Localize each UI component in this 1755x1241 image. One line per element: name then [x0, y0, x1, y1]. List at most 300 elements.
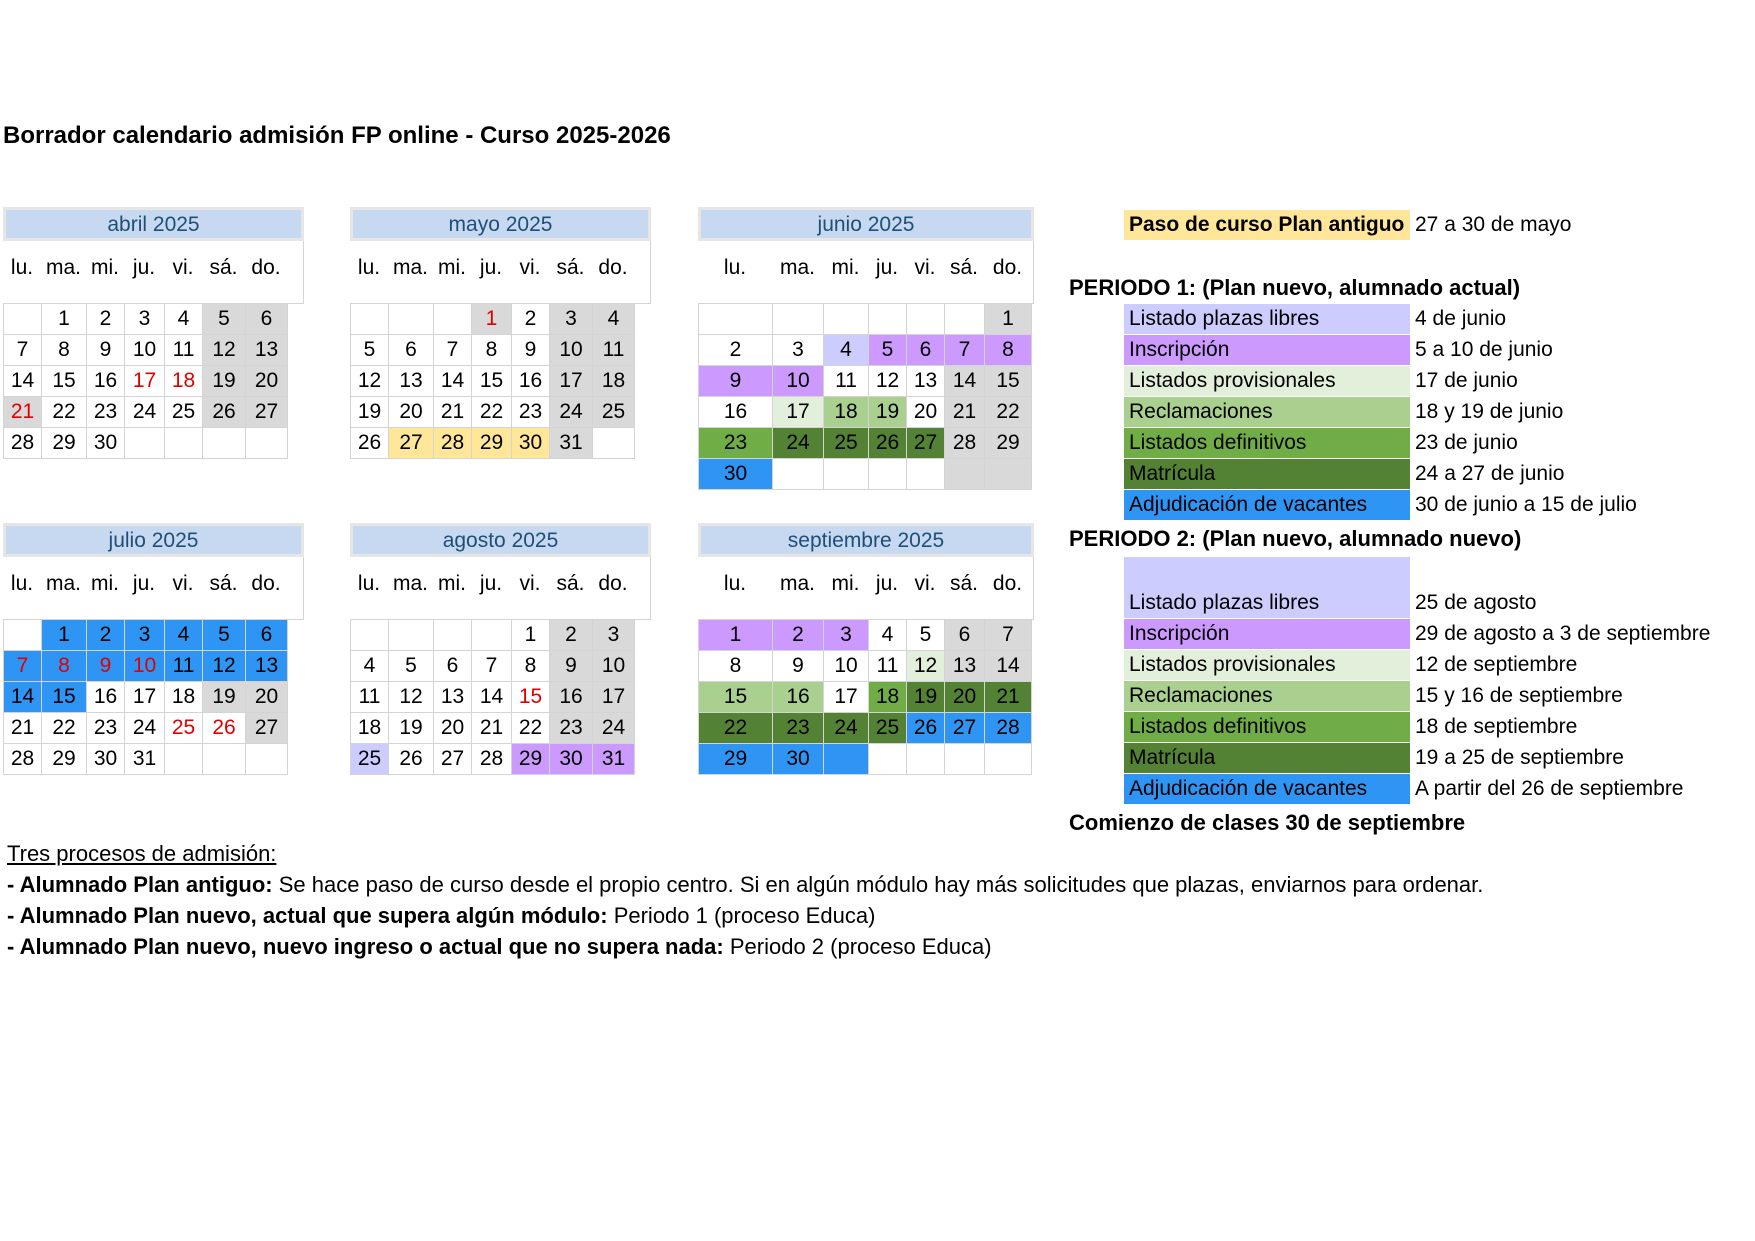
legend-label: Matrícula	[1124, 743, 1410, 773]
day-cell	[434, 620, 472, 651]
calendar-title: mayo 2025	[350, 207, 651, 241]
day-cell: 5	[203, 304, 246, 335]
day-cell: 15	[699, 682, 773, 713]
day-cell: 14	[4, 366, 42, 397]
day-cell: 16	[87, 682, 125, 713]
day-cell: 22	[699, 713, 773, 744]
day-cell: 20	[434, 713, 472, 744]
calendar-grid	[3, 619, 304, 775]
day-cell: 13	[246, 335, 288, 366]
day-cell: 18	[593, 366, 635, 397]
day-cell: 22	[985, 397, 1032, 428]
note-item-bold: - Alumnado Plan nuevo, actual que supera algún módulo:	[7, 903, 608, 928]
day-cell: 4	[824, 335, 869, 366]
day-cell	[472, 620, 512, 651]
day-cell	[125, 428, 165, 459]
calendar-grid	[3, 303, 304, 459]
weekday-label: lu.	[10, 572, 34, 595]
day-cell: 24	[773, 428, 824, 459]
calendar-julio	[3, 523, 304, 775]
day-cell: 23	[87, 713, 125, 744]
weekday-label: mi.	[91, 256, 119, 279]
day-cell: 11	[869, 651, 907, 682]
weekday-label: lu.	[357, 572, 381, 595]
day-cell: 9	[87, 651, 125, 682]
day-cell: 30	[699, 459, 773, 490]
day-cell: 2	[550, 620, 593, 651]
day-cell	[4, 620, 42, 651]
legend-value: 23 de junio	[1415, 431, 1518, 454]
weekday-label: ju.	[479, 572, 503, 595]
day-cell: 28	[4, 744, 42, 775]
calendar-agosto	[350, 523, 651, 775]
day-cell: 16	[512, 366, 550, 397]
weekday-label: ma.	[45, 572, 81, 595]
weekday-header	[3, 557, 304, 619]
day-cell: 22	[42, 713, 87, 744]
day-cell: 11	[165, 335, 203, 366]
day-cell: 3	[824, 620, 869, 651]
day-cell	[985, 459, 1032, 490]
weekday-label: vi.	[914, 572, 936, 595]
day-cell: 2	[773, 620, 824, 651]
day-cell	[165, 744, 203, 775]
day-cell: 21	[985, 682, 1032, 713]
day-cell	[773, 459, 824, 490]
day-cell	[824, 459, 869, 490]
legend-value: 25 de agosto	[1415, 591, 1537, 614]
day-cell: 9	[699, 366, 773, 397]
day-cell: 19	[203, 366, 246, 397]
day-cell: 4	[165, 620, 203, 651]
day-cell	[699, 304, 773, 335]
day-cell: 9	[512, 335, 550, 366]
legend-value: 4 de junio	[1415, 307, 1507, 330]
day-cell: 12	[389, 682, 434, 713]
day-cell: 25	[824, 428, 869, 459]
day-cell: 21	[945, 397, 985, 428]
day-cell: 8	[985, 335, 1032, 366]
day-cell: 20	[246, 682, 288, 713]
day-cell: 30	[87, 428, 125, 459]
day-cell: 29	[512, 744, 550, 775]
weekday-label: vi.	[172, 256, 194, 279]
day-cell	[824, 304, 869, 335]
day-cell: 8	[42, 651, 87, 682]
calendar-junio	[698, 207, 1034, 490]
day-cell: 26	[389, 744, 434, 775]
day-cell: 19	[351, 397, 389, 428]
day-cell: 16	[699, 397, 773, 428]
day-cell	[246, 744, 288, 775]
weekday-label: sá.	[556, 572, 585, 595]
legend-label: Matrícula	[1124, 459, 1410, 489]
day-cell: 28	[4, 428, 42, 459]
weekday-header	[698, 557, 1034, 619]
day-cell: 27	[907, 428, 945, 459]
legend-value: 18 y 19 de junio	[1415, 400, 1564, 423]
day-cell	[907, 744, 945, 775]
day-cell: 15	[42, 366, 87, 397]
day-cell: 8	[42, 335, 87, 366]
day-cell: 23	[699, 428, 773, 459]
day-cell	[351, 304, 389, 335]
legend-label: Inscripción	[1124, 335, 1410, 365]
day-cell: 12	[203, 335, 246, 366]
day-cell: 3	[125, 304, 165, 335]
day-cell: 9	[87, 335, 125, 366]
day-cell: 18	[824, 397, 869, 428]
weekday-label: lu.	[723, 256, 747, 279]
day-cell: 15	[985, 366, 1032, 397]
periodo1-heading: PERIODO 1: (Plan nuevo, alumnado actual)	[1069, 275, 1521, 300]
day-cell: 31	[125, 744, 165, 775]
day-cell: 23	[550, 713, 593, 744]
day-cell: 6	[434, 651, 472, 682]
day-cell: 6	[945, 620, 985, 651]
legend-value: 18 de septiembre	[1415, 715, 1578, 738]
day-cell: 4	[165, 304, 203, 335]
day-cell: 30	[550, 744, 593, 775]
day-cell: 24	[824, 713, 869, 744]
day-cell: 26	[907, 713, 945, 744]
calendar-grid	[350, 619, 651, 775]
day-cell: 17	[773, 397, 824, 428]
day-cell: 12	[907, 651, 945, 682]
day-cell: 24	[550, 397, 593, 428]
weekday-label: do.	[598, 256, 628, 279]
day-cell: 1	[42, 304, 87, 335]
calendar-title: agosto 2025	[350, 523, 651, 557]
legend-value: 12 de septiembre	[1415, 653, 1578, 676]
legend-label: Reclamaciones	[1124, 681, 1410, 711]
notes-heading: Tres procesos de admisión:	[7, 841, 277, 866]
day-cell: 30	[773, 744, 824, 775]
day-cell: 10	[125, 335, 165, 366]
day-cell: 17	[125, 366, 165, 397]
note-item-1	[7, 900, 1483, 931]
day-cell	[203, 428, 246, 459]
note-item-2	[7, 931, 1483, 962]
legend-label: Inscripción	[1124, 619, 1410, 649]
day-cell: 14	[985, 651, 1032, 682]
day-cell: 31	[593, 744, 635, 775]
day-cell	[869, 744, 907, 775]
note-item-bold: - Alumnado Plan nuevo, nuevo ingreso o actual que no supera nada:	[7, 934, 724, 959]
day-cell: 17	[550, 366, 593, 397]
day-cell: 5	[351, 335, 389, 366]
day-cell: 29	[42, 744, 87, 775]
day-cell: 19	[389, 713, 434, 744]
weekday-label: sá.	[556, 256, 585, 279]
day-cell: 26	[869, 428, 907, 459]
legend-label: Listados provisionales	[1124, 650, 1410, 680]
weekday-label: mi.	[831, 256, 860, 279]
day-cell: 1	[985, 304, 1032, 335]
day-cell: 30	[512, 428, 550, 459]
weekday-label: mi.	[438, 256, 466, 279]
day-cell: 28	[472, 744, 512, 775]
day-cell: 4	[869, 620, 907, 651]
day-cell: 29	[42, 428, 87, 459]
day-cell: 3	[773, 335, 824, 366]
day-cell: 8	[512, 651, 550, 682]
day-cell: 21	[472, 713, 512, 744]
day-cell: 23	[512, 397, 550, 428]
day-cell: 27	[434, 744, 472, 775]
weekday-label: sá.	[209, 572, 238, 595]
day-cell: 16	[87, 366, 125, 397]
day-cell: 13	[907, 366, 945, 397]
day-cell	[165, 428, 203, 459]
day-cell: 15	[472, 366, 512, 397]
calendar-title: junio 2025	[698, 207, 1034, 241]
day-cell: 19	[203, 682, 246, 713]
day-cell	[389, 304, 434, 335]
weekday-header	[350, 557, 651, 619]
weekday-label: ma.	[779, 572, 815, 595]
day-cell: 20	[907, 397, 945, 428]
legend-label: Listados definitivos	[1124, 712, 1410, 742]
day-cell: 25	[165, 713, 203, 744]
day-cell: 9	[773, 651, 824, 682]
calendar-grid	[698, 619, 1034, 775]
day-cell: 4	[351, 651, 389, 682]
day-cell: 14	[472, 682, 512, 713]
day-cell: 22	[512, 713, 550, 744]
day-cell: 1	[472, 304, 512, 335]
day-cell	[389, 620, 434, 651]
day-cell: 16	[773, 682, 824, 713]
day-cell: 25	[165, 397, 203, 428]
calendar-title: septiembre 2025	[698, 523, 1034, 557]
day-cell	[593, 428, 635, 459]
day-cell: 11	[824, 366, 869, 397]
day-cell: 23	[87, 397, 125, 428]
day-cell: 13	[389, 366, 434, 397]
weekday-label: vi.	[519, 256, 541, 279]
day-cell: 11	[593, 335, 635, 366]
day-cell: 7	[4, 651, 42, 682]
day-cell	[4, 304, 42, 335]
day-cell	[824, 744, 869, 775]
day-cell: 6	[907, 335, 945, 366]
day-cell	[203, 744, 246, 775]
day-cell: 18	[869, 682, 907, 713]
day-cell: 27	[389, 428, 434, 459]
day-cell: 7	[945, 335, 985, 366]
day-cell	[773, 304, 824, 335]
day-cell: 20	[945, 682, 985, 713]
weekday-label: vi.	[914, 256, 936, 279]
weekday-label: mi.	[438, 572, 466, 595]
day-cell: 5	[203, 620, 246, 651]
day-cell: 22	[472, 397, 512, 428]
day-cell: 24	[125, 713, 165, 744]
day-cell: 13	[246, 651, 288, 682]
weekday-header	[350, 241, 651, 303]
day-cell: 10	[593, 651, 635, 682]
day-cell: 8	[699, 651, 773, 682]
day-cell	[869, 304, 907, 335]
day-cell: 5	[869, 335, 907, 366]
weekday-label: lu.	[10, 256, 34, 279]
day-cell: 18	[351, 713, 389, 744]
day-cell: 21	[4, 397, 42, 428]
weekday-label: ma.	[45, 256, 81, 279]
day-cell: 9	[550, 651, 593, 682]
weekday-label: ma.	[392, 256, 428, 279]
weekday-label: ju.	[875, 572, 899, 595]
weekday-label: sá.	[209, 256, 238, 279]
weekday-label: sá.	[949, 572, 978, 595]
day-cell: 16	[550, 682, 593, 713]
day-cell: 26	[203, 397, 246, 428]
note-item-bold: - Alumnado Plan antiguo:	[7, 872, 273, 897]
calendar-grid	[698, 303, 1034, 490]
day-cell	[246, 428, 288, 459]
periodo2-heading: PERIODO 2: (Plan nuevo, alumnado nuevo)	[1069, 526, 1522, 551]
day-cell: 19	[869, 397, 907, 428]
day-cell: 3	[550, 304, 593, 335]
day-cell: 28	[434, 428, 472, 459]
weekday-label: ju.	[875, 256, 899, 279]
day-cell: 14	[945, 366, 985, 397]
weekday-label: sá.	[949, 256, 978, 279]
weekday-header	[698, 241, 1034, 303]
day-cell: 24	[125, 397, 165, 428]
legend-label: Adjudicación de vacantes	[1124, 490, 1410, 520]
weekday-label: vi.	[519, 572, 541, 595]
day-cell: 7	[985, 620, 1032, 651]
day-cell	[907, 459, 945, 490]
day-cell	[945, 304, 985, 335]
comienzo-clases: Comienzo de clases 30 de septiembre	[1069, 810, 1466, 835]
weekday-label: do.	[992, 256, 1023, 279]
day-cell	[945, 744, 985, 775]
calendar-grid	[350, 303, 651, 459]
legend-label: Reclamaciones	[1124, 397, 1410, 427]
legend-label: Listados definitivos	[1124, 428, 1410, 458]
day-cell: 17	[593, 682, 635, 713]
weekday-label: do.	[598, 572, 628, 595]
legend-value: 19 a 25 de septiembre	[1415, 746, 1624, 769]
day-cell: 1	[512, 620, 550, 651]
day-cell: 13	[434, 682, 472, 713]
day-cell: 17	[125, 682, 165, 713]
day-cell: 15	[42, 682, 87, 713]
day-cell: 11	[351, 682, 389, 713]
day-cell: 15	[512, 682, 550, 713]
legend-plan-antiguo-value: 27 a 30 de mayo	[1415, 213, 1572, 236]
day-cell: 27	[945, 713, 985, 744]
day-cell: 24	[593, 713, 635, 744]
day-cell: 7	[472, 651, 512, 682]
day-cell: 1	[42, 620, 87, 651]
weekday-label: ma.	[779, 256, 815, 279]
note-item-0	[7, 869, 1483, 900]
legend-value: 17 de junio	[1415, 369, 1518, 392]
legend-value: A partir del 26 de septiembre	[1415, 777, 1684, 800]
day-cell: 2	[87, 304, 125, 335]
day-cell: 12	[869, 366, 907, 397]
day-cell: 25	[869, 713, 907, 744]
note-item-text: Se hace paso de curso desde el propio centro. Si en algún módulo hay más solicitudes que plazas, enviarnos para ordenar.	[272, 872, 1484, 897]
legend-label: Adjudicación de vacantes	[1124, 774, 1410, 804]
day-cell: 6	[389, 335, 434, 366]
day-cell: 21	[434, 397, 472, 428]
day-cell: 4	[593, 304, 635, 335]
weekday-label: ju.	[132, 572, 156, 595]
calendar-title: abril 2025	[3, 207, 304, 241]
day-cell: 20	[389, 397, 434, 428]
weekday-label: lu.	[723, 572, 747, 595]
day-cell	[351, 620, 389, 651]
day-cell: 27	[246, 397, 288, 428]
day-cell: 18	[165, 366, 203, 397]
day-cell	[869, 459, 907, 490]
legend-value: 15 y 16 de septiembre	[1415, 684, 1623, 707]
day-cell: 8	[472, 335, 512, 366]
legend-value: 5 a 10 de junio	[1415, 338, 1553, 361]
weekday-label: lu.	[357, 256, 381, 279]
day-cell: 7	[4, 335, 42, 366]
day-cell: 12	[203, 651, 246, 682]
day-cell: 2	[87, 620, 125, 651]
legend-value: 29 de agosto a 3 de septiembre	[1415, 622, 1711, 645]
day-cell: 7	[434, 335, 472, 366]
weekday-label: vi.	[172, 572, 194, 595]
calendar-title: julio 2025	[3, 523, 304, 557]
day-cell: 21	[4, 713, 42, 744]
day-cell	[434, 304, 472, 335]
page-title: Borrador calendario admisión FP online - Curso 2025-2026	[3, 122, 671, 149]
day-cell: 14	[434, 366, 472, 397]
day-cell: 18	[165, 682, 203, 713]
legend-label: Listados provisionales	[1124, 366, 1410, 396]
day-cell: 30	[87, 744, 125, 775]
calendar-septiembre	[698, 523, 1034, 775]
weekday-label: ju.	[479, 256, 503, 279]
day-cell: 27	[246, 713, 288, 744]
weekday-label: mi.	[91, 572, 119, 595]
day-cell: 6	[246, 620, 288, 651]
day-cell	[945, 459, 985, 490]
day-cell: 12	[351, 366, 389, 397]
day-cell: 13	[945, 651, 985, 682]
day-cell: 29	[472, 428, 512, 459]
day-cell: 26	[203, 713, 246, 744]
day-cell: 26	[351, 428, 389, 459]
day-cell: 10	[125, 651, 165, 682]
day-cell: 5	[389, 651, 434, 682]
day-cell: 2	[512, 304, 550, 335]
day-cell: 19	[907, 682, 945, 713]
day-cell: 29	[985, 428, 1032, 459]
legend-value: 30 de junio a 15 de julio	[1415, 493, 1637, 516]
day-cell: 20	[246, 366, 288, 397]
day-cell: 3	[593, 620, 635, 651]
day-cell: 22	[42, 397, 87, 428]
note-item-text: Periodo 2 (proceso Educa)	[723, 934, 992, 959]
note-item-text: Periodo 1 (proceso Educa)	[607, 903, 876, 928]
weekday-label: do.	[251, 572, 281, 595]
day-cell: 2	[699, 335, 773, 366]
day-cell: 3	[125, 620, 165, 651]
day-cell: 28	[945, 428, 985, 459]
day-cell: 1	[699, 620, 773, 651]
day-cell	[985, 744, 1032, 775]
